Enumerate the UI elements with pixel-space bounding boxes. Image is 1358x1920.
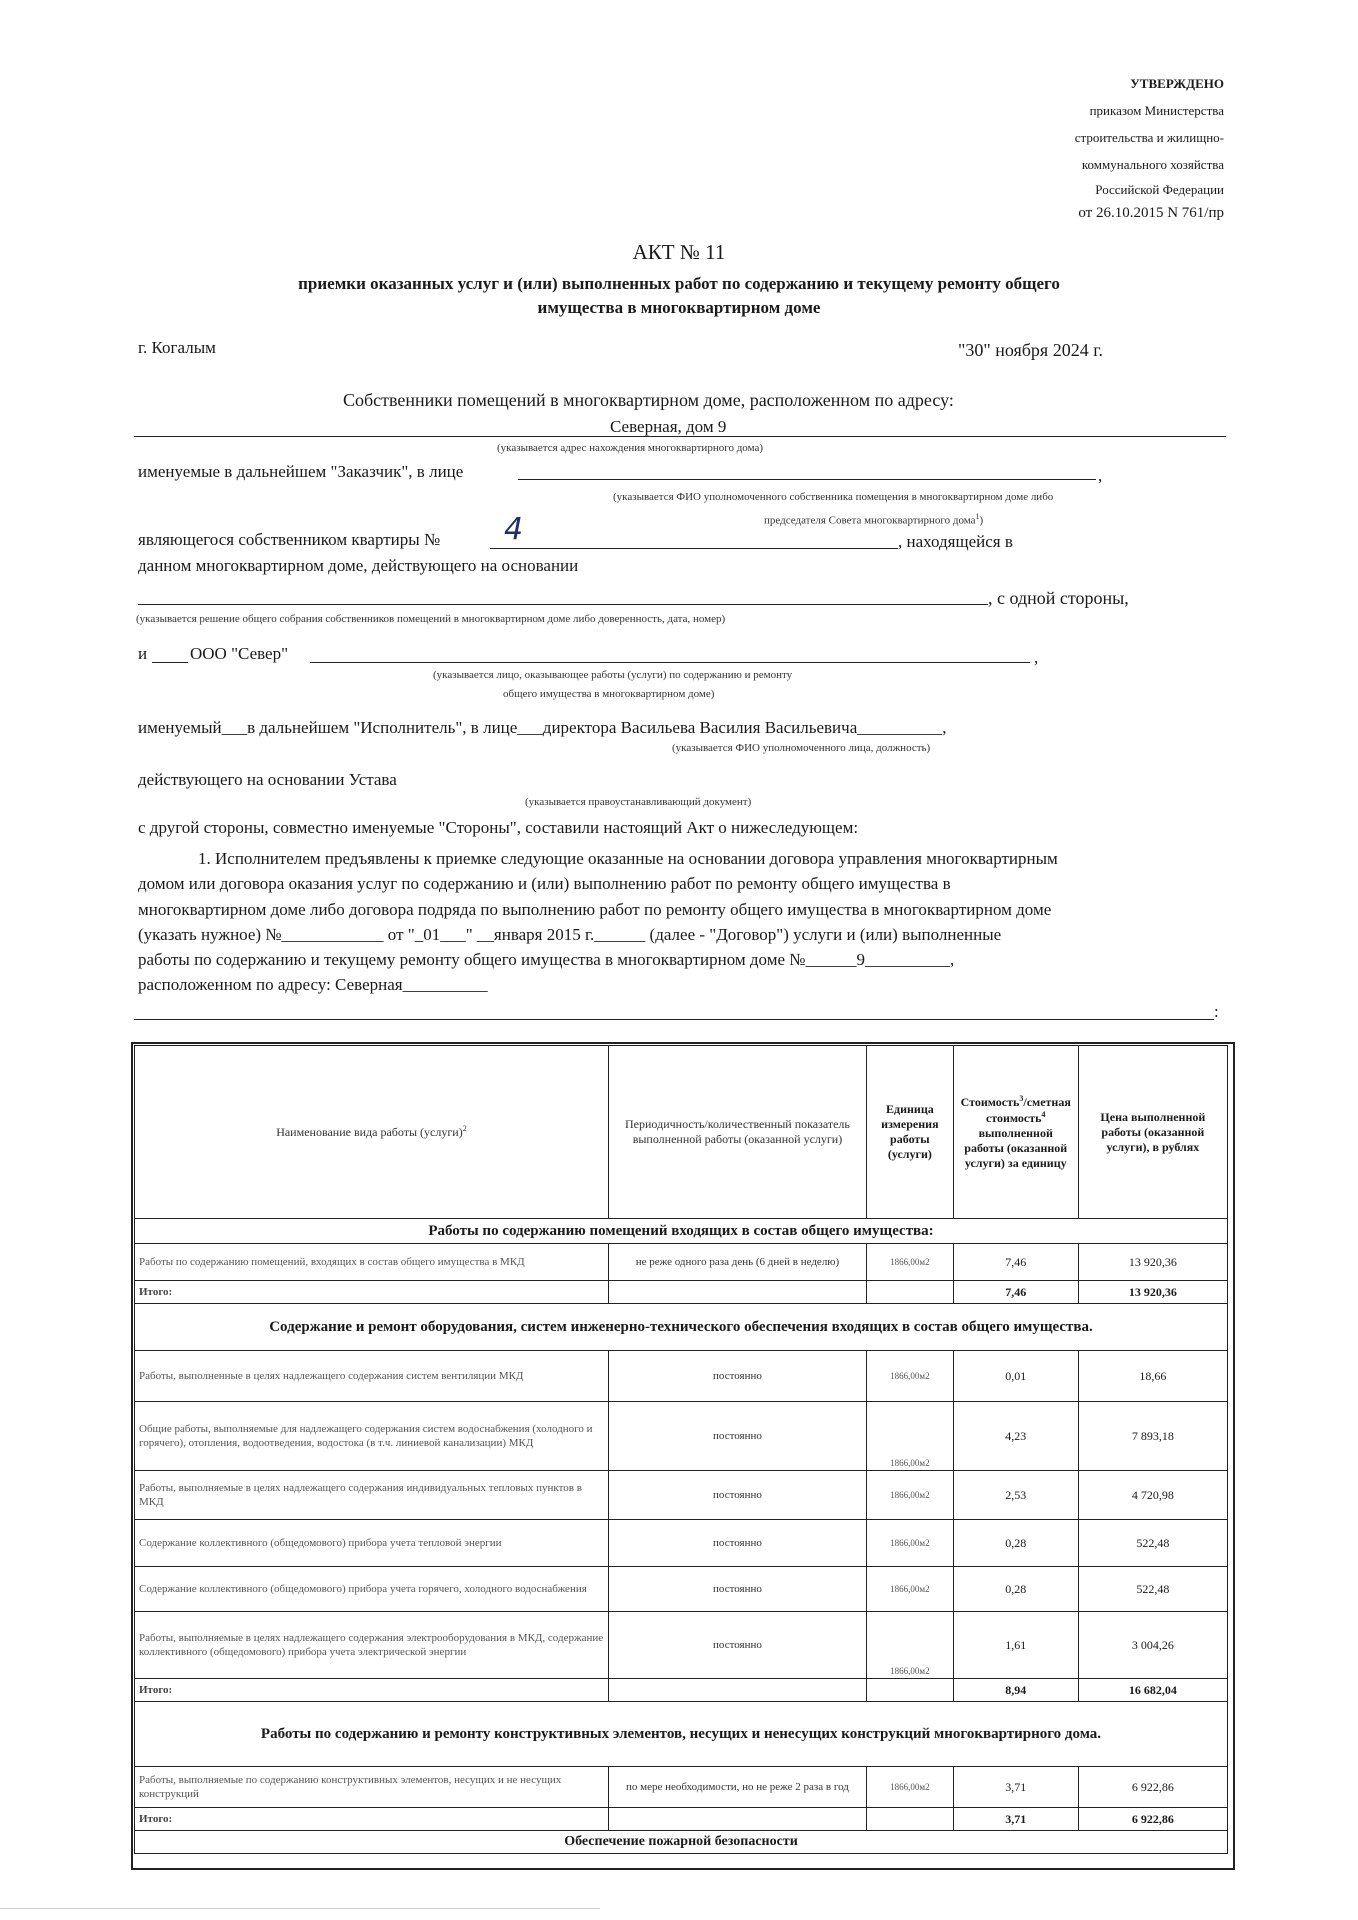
work-cost: 0,01 <box>953 1351 1078 1402</box>
table-row <box>135 1612 1228 1679</box>
work-unit: 1866,00м2 <box>867 1471 954 1520</box>
work-name: Работы, выполняемые в целях надлежащего содержания индивидуальных тепловых пунктов в МКД <box>135 1471 609 1520</box>
footnote-mark: 3 <box>1019 1093 1024 1103</box>
address: Северная, дом 9 <box>610 417 727 436</box>
approval-line: коммунального хозяйства <box>1081 157 1224 172</box>
work-name: Содержание коллективного (общедомового) прибора учета тепловой энергии <box>135 1520 609 1567</box>
act-subtitle: имущества в многоквартирном доме <box>537 298 821 317</box>
total-price: 13 920,36 <box>1078 1281 1227 1304</box>
work-unit: 1866,00м2 <box>867 1402 954 1471</box>
table-row <box>135 1567 1228 1612</box>
total-cost: 3,71 <box>953 1808 1078 1831</box>
work-price: 7 893,18 <box>1078 1402 1227 1471</box>
work-price: 522,48 <box>1078 1520 1227 1567</box>
empty-cell <box>867 1281 954 1304</box>
customer-note-end: ) <box>979 514 984 527</box>
total-row <box>135 1281 1228 1304</box>
paragraph-line: (указать нужное) №____________ от "_01___" __января 2015 г.______ (далее - "Договор") услуги и (или) выполненные <box>138 925 1002 944</box>
work-period: постоянно <box>608 1612 866 1679</box>
approval-line: строительства и жилищно- <box>1074 130 1224 145</box>
section-title: Содержание и ремонт оборудования, систем инженерно-технического обеспечения входящих в состав общего имущества. <box>135 1304 1228 1351</box>
work-cost: 2,53 <box>953 1471 1078 1520</box>
header-cost-a: Стоимость <box>960 1094 1020 1109</box>
header-price: Цена выполненной работы (оказанной услуги), в рублях <box>1078 1046 1227 1219</box>
paragraph-line: многоквартирном доме либо договора подряда по выполнению работ по ремонту общего имущества в многоквартирном доме <box>138 900 1052 919</box>
header-cost-b: /сметная стоимость <box>985 1094 1071 1125</box>
work-cost: 7,46 <box>953 1244 1078 1281</box>
work-name: Работы по содержанию помещений, входящих в состав общего имущества в МКД <box>135 1244 609 1281</box>
work-name: Работы, выполненные в целях надлежащего содержания систем вентиляции МКД <box>135 1351 609 1402</box>
works-table <box>134 1045 1228 1854</box>
table-row <box>135 1471 1228 1520</box>
work-unit: 1866,00м2 <box>867 1612 954 1679</box>
work-unit: 1866,00м2 <box>867 1520 954 1567</box>
located-in: , находящейся в <box>898 532 1013 551</box>
work-period: постоянно <box>608 1520 866 1567</box>
footnote-mark: 1 <box>975 512 980 521</box>
table-row <box>135 1767 1228 1808</box>
total-cost: 8,94 <box>953 1679 1078 1702</box>
work-price: 3 004,26 <box>1078 1612 1227 1679</box>
table-row <box>135 1402 1228 1471</box>
total-label: Итого: <box>135 1808 609 1831</box>
work-period: не реже одного раза день (6 дней в неделю) <box>608 1244 866 1281</box>
flat-underline <box>490 548 898 549</box>
work-unit: 1866,00м2 <box>867 1767 954 1808</box>
paragraph-line: домом или договора оказания услуг по содержанию и (или) выполнению работ по ремонту общего имущества в <box>138 874 951 893</box>
work-cost: 0,28 <box>953 1520 1078 1567</box>
work-period: постоянно <box>608 1567 866 1612</box>
empty-cell <box>608 1808 866 1831</box>
header-name-text: Наименование вида работы (услуги) <box>276 1125 463 1139</box>
approval-line: УТВЕРЖДЕНО <box>1130 76 1224 91</box>
header-period: Периодичность/количественный показатель выполненной работы (оказанной услуги) <box>608 1046 866 1219</box>
acting-on: данном многоквартирном доме, действующего на основании <box>138 556 579 575</box>
contractor-prefix: и <box>138 644 148 663</box>
contractor-pre-underline <box>152 662 188 663</box>
act-subtitle: приемки оказанных услуг и (или) выполненных работ по содержанию и текущему ремонту общего <box>298 274 1060 293</box>
contractor-note: общего имущества в многоквартирном доме) <box>503 688 715 700</box>
section-row <box>135 1219 1228 1244</box>
approval-line: Российской Федерации <box>1095 182 1224 197</box>
footnote-mark: 4 <box>1041 1109 1046 1119</box>
comma: , <box>1098 466 1103 485</box>
footnote-mark: 2 <box>462 1124 467 1133</box>
decision-note: (указывается решение общего собрания собственников помещений в многоквартирном доме либо доверенность, дата, номер) <box>136 613 726 625</box>
customer-note: (указывается ФИО уполномоченного собственника помещения в многоквартирном доме либо <box>613 491 1054 503</box>
contractor-name: ООО "Север" <box>190 644 289 663</box>
work-cost: 4,23 <box>953 1402 1078 1471</box>
paragraph-line: работы по содержанию и текущему ремонту общего имущества в многоквартирном доме №______9__________, <box>138 950 955 969</box>
customer-underline <box>518 479 1096 480</box>
work-price: 18,66 <box>1078 1351 1227 1402</box>
comma: , <box>1034 648 1039 667</box>
section-title: Работы по содержанию помещений входящих в состав общего имущества: <box>135 1219 1228 1244</box>
contractor-underline <box>310 662 1030 663</box>
approval-line: от 26.10.2015 N 761/пр <box>1078 205 1224 221</box>
act-number: АКТ № 11 <box>632 240 726 264</box>
work-period: постоянно <box>608 1402 866 1471</box>
header-cost-c: выполненной работы (оказанной услуги) за единицу <box>964 1125 1068 1170</box>
work-price: 13 920,36 <box>1078 1244 1227 1281</box>
customer-note <box>764 510 983 528</box>
total-row <box>135 1808 1228 1831</box>
approval-line: приказом Министерства <box>1089 103 1224 118</box>
empty-cell <box>867 1679 954 1702</box>
empty-cell <box>608 1281 866 1304</box>
executor-note: (указывается ФИО уполномоченного лица, должность) <box>672 742 931 754</box>
work-cost: 1,61 <box>953 1612 1078 1679</box>
empty-cell <box>867 1808 954 1831</box>
basis-underline <box>138 604 988 605</box>
empty-cell <box>608 1679 866 1702</box>
owners-line: Собственники помещений в многоквартирном доме, расположенном по адресу: <box>343 390 954 410</box>
address-note: (указывается адрес нахождения многоквартирного дома) <box>497 442 764 454</box>
section-row <box>135 1831 1228 1854</box>
owner-of-flat: являющегося собственником квартиры № <box>138 530 441 549</box>
table-row <box>135 1520 1228 1567</box>
customer-note-text: председателя Совета многоквартирного дома <box>764 514 976 527</box>
scan-edge-line <box>0 1908 600 1909</box>
work-price: 522,48 <box>1078 1567 1227 1612</box>
colon: : <box>1214 1002 1219 1021</box>
section-title: Работы по содержанию и ремонту конструктивных элементов, несущих и ненесущих конструкций многоквартирного дома. <box>135 1702 1228 1767</box>
contractor-note: (указывается лицо, оказывающее работы (услуги) по содержанию и ремонту <box>433 669 793 681</box>
date: "30" ноября 2024 г. <box>958 340 1104 360</box>
paragraph-line: 1. Исполнителем предъявлены к приемке следующие оказанные на основании договора управления многоквартирным <box>198 849 1058 868</box>
basis-note: (указывается правоустанавливающий документ) <box>525 796 752 808</box>
header-cost <box>953 1046 1078 1219</box>
section-row <box>135 1702 1228 1767</box>
work-unit: 1866,00м2 <box>867 1567 954 1612</box>
work-name: Работы, выполняемые в целях надлежащего содержания электрооборудования в МКД, содержание коллективного (общедомового) прибора учета электрической энергии <box>135 1612 609 1679</box>
section-title: Обеспечение пожарной безопасности <box>135 1831 1228 1854</box>
work-period: постоянно <box>608 1471 866 1520</box>
address-tail-underline <box>134 1019 1214 1020</box>
work-unit: 1866,00м2 <box>867 1244 954 1281</box>
total-label: Итого: <box>135 1679 609 1702</box>
header-name <box>135 1046 609 1219</box>
total-label: Итого: <box>135 1281 609 1304</box>
place: г. Когалым <box>138 338 216 357</box>
work-unit: 1866,00м2 <box>867 1351 954 1402</box>
total-cost: 7,46 <box>953 1281 1078 1304</box>
one-side: , с одной стороны, <box>988 588 1129 608</box>
address-underline <box>134 436 1226 437</box>
work-name: Содержание коллективного (общедомового) прибора учета горячего, холодного водоснабжения <box>135 1567 609 1612</box>
work-name: Работы, выполняемые по содержанию конструктивных элементов, несущих и не несущих конструкций <box>135 1767 609 1808</box>
flat-number-handwritten: 4 <box>504 512 524 547</box>
work-cost: 0,28 <box>953 1567 1078 1612</box>
total-row <box>135 1679 1228 1702</box>
table-row <box>135 1244 1228 1281</box>
work-price: 6 922,86 <box>1078 1767 1227 1808</box>
work-cost: 3,71 <box>953 1767 1078 1808</box>
work-name: Общие работы, выполняемые для надлежащего содержания систем водоснабжения (холодного и горячего), отопления, водоотведения, водостока (в т.ч. линиевой канализации) МКД <box>135 1402 609 1471</box>
section-row <box>135 1304 1228 1351</box>
paragraph-line: расположенном по адресу: Северная__________ <box>138 975 488 994</box>
header-unit: Единица измерения работы (услуги) <box>867 1046 954 1219</box>
work-price: 4 720,98 <box>1078 1471 1227 1520</box>
table-header-row <box>135 1046 1228 1219</box>
other-side: с другой стороны, совместно именуемые "Стороны", составили настоящий Акт о нижеследующем: <box>138 818 859 837</box>
customer-line: именуемые в дальнейшем "Заказчик", в лице <box>138 462 464 481</box>
total-price: 6 922,86 <box>1078 1808 1227 1831</box>
work-period: постоянно <box>608 1351 866 1402</box>
work-period: по мере необходимости, но не реже 2 раза в год <box>608 1767 866 1808</box>
executor-line: именуемый___в дальнейшем "Исполнитель", в лице___директора Васильева Василия Васильевича__________, <box>138 718 947 737</box>
basis-line: действующего на основании Устава <box>138 770 397 789</box>
total-price: 16 682,04 <box>1078 1679 1227 1702</box>
table-row <box>135 1351 1228 1402</box>
